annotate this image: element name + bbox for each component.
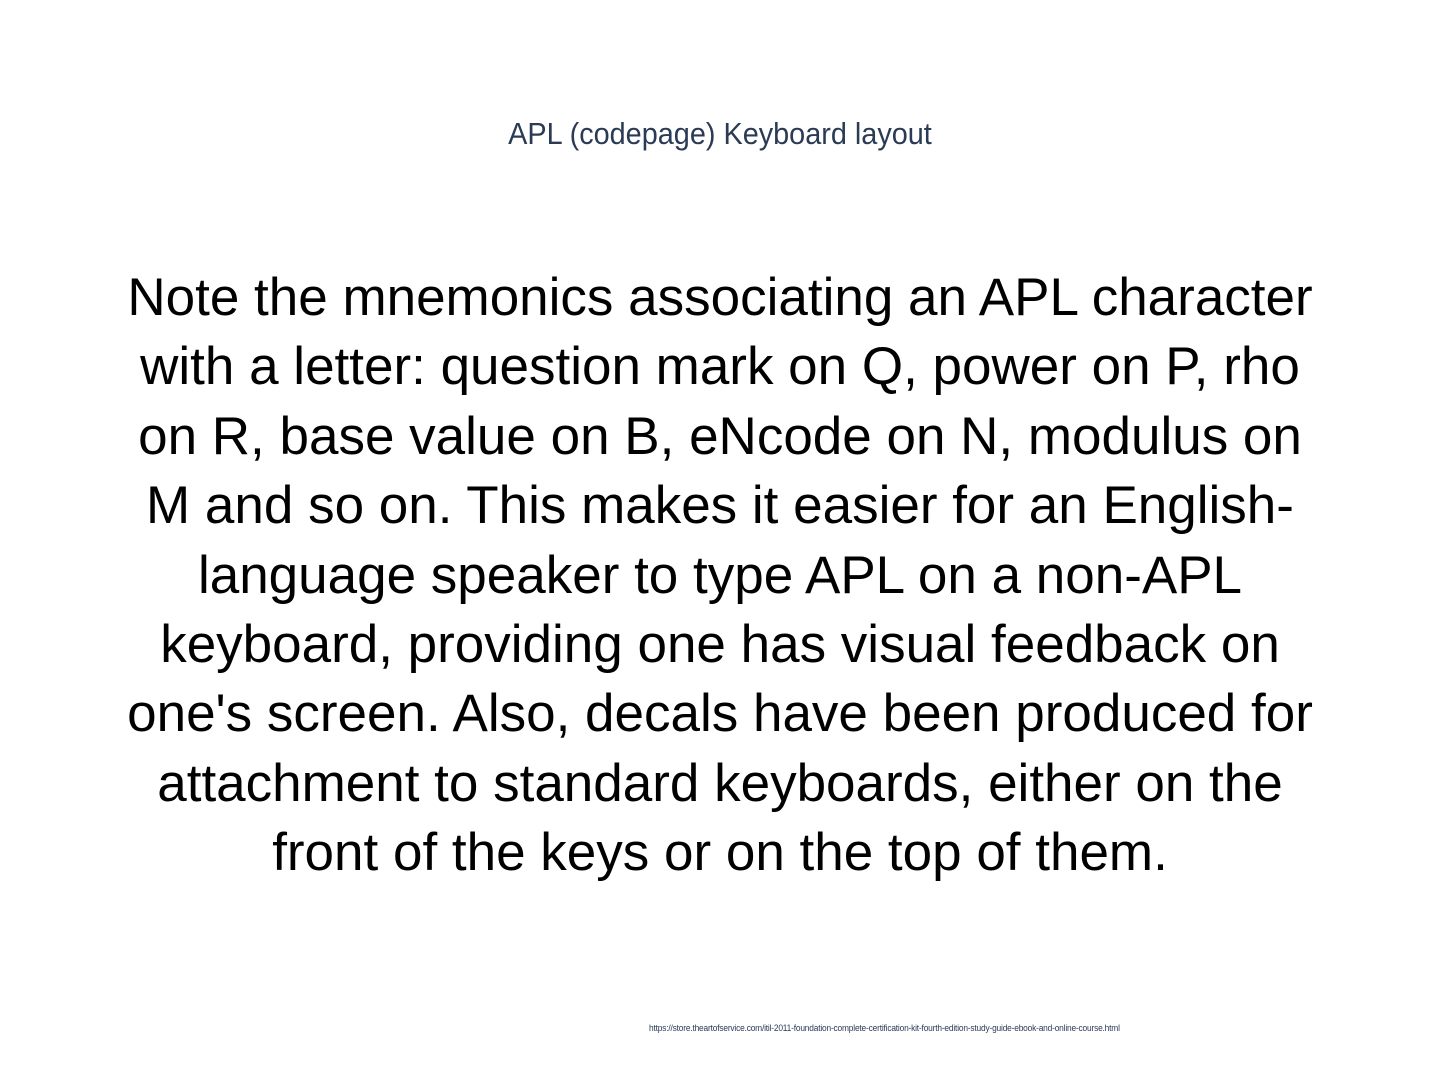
slide-title: APL (codepage) Keyboard layout (508, 116, 932, 151)
slide-body-text: Note the mnemonics associating an APL character with a letter: question mark on Q, power on P, rho on R, base value on B, eNcode on N, modulus on M and so on. This makes it easier for an English-language speaker to type APL on a non-APL keyboard, providing one has visual feedback on one's screen. Also, decals have been produced for attachment to standard keyboards, either on the front of the keys or on the top of them. (127, 268, 1313, 883)
source-url-link[interactable]: https://store.theartofservice.com/itil-2011-foundation-complete-certification-kit-fourth-edition-study-guide-ebook-and-online-course.html (649, 1023, 1120, 1033)
